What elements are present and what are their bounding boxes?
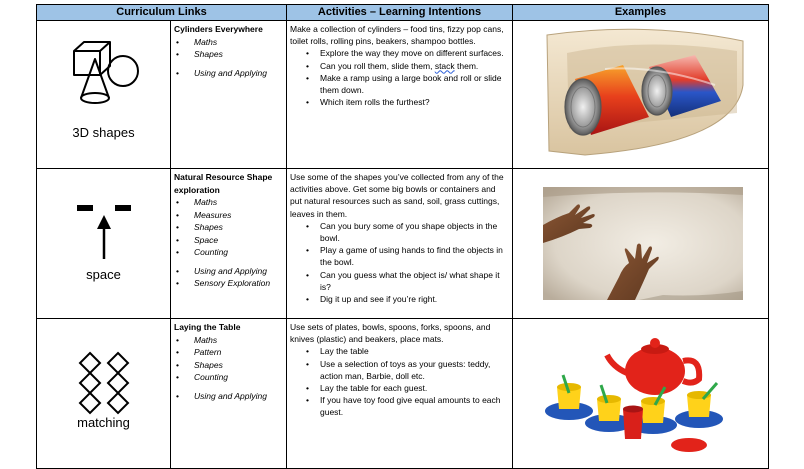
curriculum-link: • Shapes (174, 48, 283, 61)
symbol-label: space (86, 267, 121, 282)
curriculum-link: • Pattern (174, 346, 283, 359)
activity-item: • Explore the way they move on different surfaces. (306, 47, 509, 59)
hands-in-sand-image (543, 187, 743, 300)
activity-item: • Dig it up and see if you’re right. (306, 293, 509, 305)
curriculum-link: • Shapes (174, 359, 283, 372)
curriculum-link: • Maths (174, 36, 283, 49)
curriculum-link: • Counting (174, 246, 283, 259)
activity-title: Natural Resource Shape exploration (174, 172, 273, 195)
table-row (37, 319, 769, 469)
matching-icon (74, 351, 134, 415)
activity-item: • Can you bury some of you shape objects in the bowl. (306, 220, 509, 244)
header-examples: Examples (513, 5, 769, 21)
curriculum-link: • Shapes (174, 221, 283, 234)
activity-intro: Use some of the shapes you’ve collected from any of the activities above. Get some big bowls or containers and put natural resources such as sand, soil, grass cuttings, leaves in them. (290, 172, 504, 219)
curriculum-link: • Measures (174, 209, 283, 222)
activities-cell (287, 169, 513, 319)
activity-item: • Which item rolls the furthest? (306, 96, 509, 108)
example-cell (513, 21, 769, 169)
curriculum-links-cell (171, 169, 287, 319)
activity-intro: Use sets of plates, bowls, spoons, forks, spoons, and knives (plastic) and beakers, place mats. (290, 322, 491, 345)
curriculum-link: • Sensory Exploration (174, 277, 283, 290)
table-row (37, 169, 769, 319)
activity-item: • Can you guess what the object is/ what shape it is? (306, 269, 509, 293)
curriculum-link: • Maths (174, 196, 283, 209)
activity-intro: Make a collection of cylinders – food tins, fizzy pop cans, toilet rolls, rolling pins, beakers, shampoo bottles. (290, 24, 504, 47)
curriculum-links-cell (171, 319, 287, 469)
cylinder-tins-image (545, 25, 745, 159)
activity-title: Laying the Table (174, 322, 241, 332)
symbol-cell (37, 169, 171, 319)
space-icon (73, 203, 135, 261)
curriculum-link: • Using and Applying (174, 390, 283, 403)
table-row (37, 21, 769, 169)
example-cell (513, 169, 769, 319)
activity-item: • If you have toy food give equal amounts to each guest. (306, 394, 509, 418)
curriculum-link: • Space (174, 234, 283, 247)
activity-item: • Can you roll them, slide them, stack them. (306, 60, 509, 72)
activity-item: • Lay the table (306, 345, 509, 357)
curriculum-link: • Counting (174, 371, 283, 384)
activities-cell (287, 21, 513, 169)
activities-cell (287, 319, 513, 469)
spelling-underline: stack (434, 60, 455, 71)
toy-tea-set-image (543, 327, 743, 457)
symbol-cell (37, 319, 171, 469)
example-cell (513, 319, 769, 469)
symbol-label: 3D shapes (72, 125, 135, 140)
symbol-label: matching (77, 415, 130, 430)
symbol-cell (37, 21, 171, 169)
activity-item: • Lay the table for each guest. (306, 382, 509, 394)
activity-item: • Make a ramp using a large book and roll or slide them down. (306, 72, 509, 96)
header-curriculum-links: Curriculum Links (37, 5, 287, 21)
activity-title: Cylinders Everywhere (174, 24, 263, 34)
header-activities: Activities – Learning Intentions (287, 5, 513, 21)
curriculum-link: • Using and Applying (174, 67, 283, 80)
curriculum-link: • Using and Applying (174, 265, 283, 278)
3d-shapes-icon (64, 39, 144, 109)
curriculum-link: • Maths (174, 334, 283, 347)
curriculum-links-cell (171, 21, 287, 169)
activity-item: • Play a game of using hands to find the objects in the bowl. (306, 244, 509, 268)
lesson-plan-table (36, 4, 769, 469)
activity-item: • Use a selection of toys as your guests: teddy, action man, Barbie, doll etc. (306, 358, 509, 382)
